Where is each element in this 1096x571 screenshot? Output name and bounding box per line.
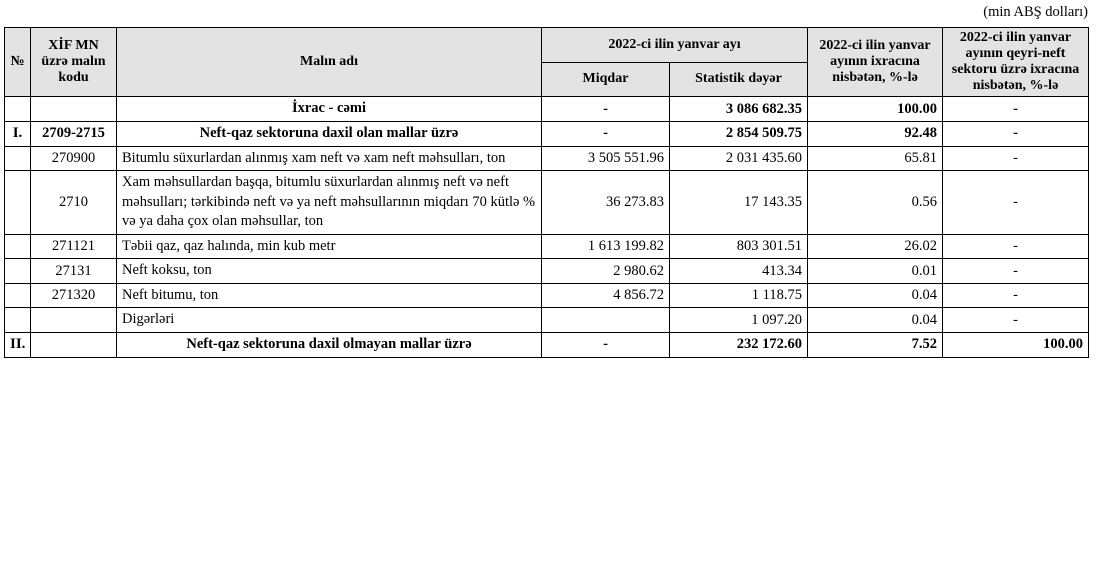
cell-quantity: - [542, 121, 670, 146]
cell-value: 232 172.60 [670, 333, 808, 358]
cell-no: I. [5, 121, 31, 146]
header-quantity: Miqdar [542, 62, 670, 97]
cell-code: 271121 [31, 234, 117, 259]
cell-no: II. [5, 333, 31, 358]
cell-value: 17 143.35 [670, 171, 808, 235]
cell-code: 2709-2715 [31, 121, 117, 146]
cell-code: 2710 [31, 171, 117, 235]
cell-code: 271320 [31, 283, 117, 308]
cell-value: 2 854 509.75 [670, 121, 808, 146]
cell-quantity: - [542, 333, 670, 358]
cell-pct-nonoil: - [943, 146, 1089, 171]
header-row-top [5, 28, 1089, 63]
cell-pct-export: 7.52 [808, 333, 943, 358]
cell-quantity: 1 613 199.82 [542, 234, 670, 259]
cell-pct-nonoil: - [943, 234, 1089, 259]
cell-value: 413.34 [670, 259, 808, 284]
cell-no [5, 146, 31, 171]
cell-name: Xam məhsullardan başqa, bitumlu süxurlardan alınmış neft və neft məhsulları; tərkibində neft və ya neft məhsullarının miqdarı 70 kütlə % və ya daha çox olan məhsullar, ton [117, 171, 542, 235]
cell-no [5, 283, 31, 308]
cell-pct-nonoil: - [943, 171, 1089, 235]
cell-code: 270900 [31, 146, 117, 171]
cell-quantity: 36 273.83 [542, 171, 670, 235]
cell-pct-export: 0.01 [808, 259, 943, 284]
cell-value: 1 118.75 [670, 283, 808, 308]
table-row [5, 283, 1089, 308]
header-pct-nonoil: 2022-ci ilin yanvar ayının qeyri-neft sektoru üzrə ixracına nisbətən, %-lə [943, 28, 1089, 97]
cell-pct-nonoil: - [943, 308, 1089, 333]
cell-no [5, 171, 31, 235]
header-code: XİF MN üzrə malın kodu [31, 28, 117, 97]
header-name: Malın adı [117, 28, 542, 97]
table-row [5, 333, 1089, 358]
header-pct-export: 2022-ci ilin yanvar ayının ixracına nisbətən, %-lə [808, 28, 943, 97]
cell-quantity: 3 505 551.96 [542, 146, 670, 171]
cell-quantity: 4 856.72 [542, 283, 670, 308]
cell-code [31, 333, 117, 358]
cell-quantity [542, 308, 670, 333]
cell-no [5, 259, 31, 284]
cell-no [5, 234, 31, 259]
cell-value: 3 086 682.35 [670, 97, 808, 122]
header-value: Statistik dəyər [670, 62, 808, 97]
cell-code [31, 308, 117, 333]
table-row [5, 121, 1089, 146]
cell-pct-nonoil: - [943, 97, 1089, 122]
table-row [5, 171, 1089, 235]
cell-pct-export: 0.56 [808, 171, 943, 235]
cell-name: İxrac - cəmi [117, 97, 542, 122]
cell-pct-nonoil: - [943, 121, 1089, 146]
table-row [5, 97, 1089, 122]
cell-name: Neft koksu, ton [117, 259, 542, 284]
cell-name: Neft-qaz sektoruna daxil olan mallar üzrə [117, 121, 542, 146]
cell-no [5, 97, 31, 122]
cell-quantity: 2 980.62 [542, 259, 670, 284]
cell-pct-export: 26.02 [808, 234, 943, 259]
cell-value: 2 031 435.60 [670, 146, 808, 171]
cell-pct-export: 65.81 [808, 146, 943, 171]
table-row [5, 259, 1089, 284]
cell-pct-nonoil: - [943, 259, 1089, 284]
export-statistics-table [4, 27, 1089, 358]
cell-value: 1 097.20 [670, 308, 808, 333]
table-body [5, 97, 1089, 357]
cell-no [5, 308, 31, 333]
header-no: № [5, 28, 31, 97]
cell-pct-export: 0.04 [808, 283, 943, 308]
cell-pct-nonoil: - [943, 283, 1089, 308]
header-period-group: 2022-ci ilin yanvar ayı [542, 28, 808, 63]
table-row [5, 146, 1089, 171]
cell-name: Neft-qaz sektoruna daxil olmayan mallar üzrə [117, 333, 542, 358]
cell-code: 27131 [31, 259, 117, 284]
cell-name: Digərləri [117, 308, 542, 333]
cell-value: 803 301.51 [670, 234, 808, 259]
cell-pct-export: 100.00 [808, 97, 943, 122]
table-row [5, 308, 1089, 333]
cell-name: Neft bitumu, ton [117, 283, 542, 308]
cell-name: Bitumlu süxurlardan alınmış xam neft və xam neft məhsulları, ton [117, 146, 542, 171]
cell-pct-export: 0.04 [808, 308, 943, 333]
cell-name: Təbii qaz, qaz halında, min kub metr [117, 234, 542, 259]
unit-note: (min ABŞ dolları) [983, 4, 1088, 20]
cell-code [31, 97, 117, 122]
table-row [5, 234, 1089, 259]
cell-pct-export: 92.48 [808, 121, 943, 146]
table-header [5, 28, 1089, 97]
cell-quantity: - [542, 97, 670, 122]
cell-pct-nonoil: 100.00 [943, 333, 1089, 358]
